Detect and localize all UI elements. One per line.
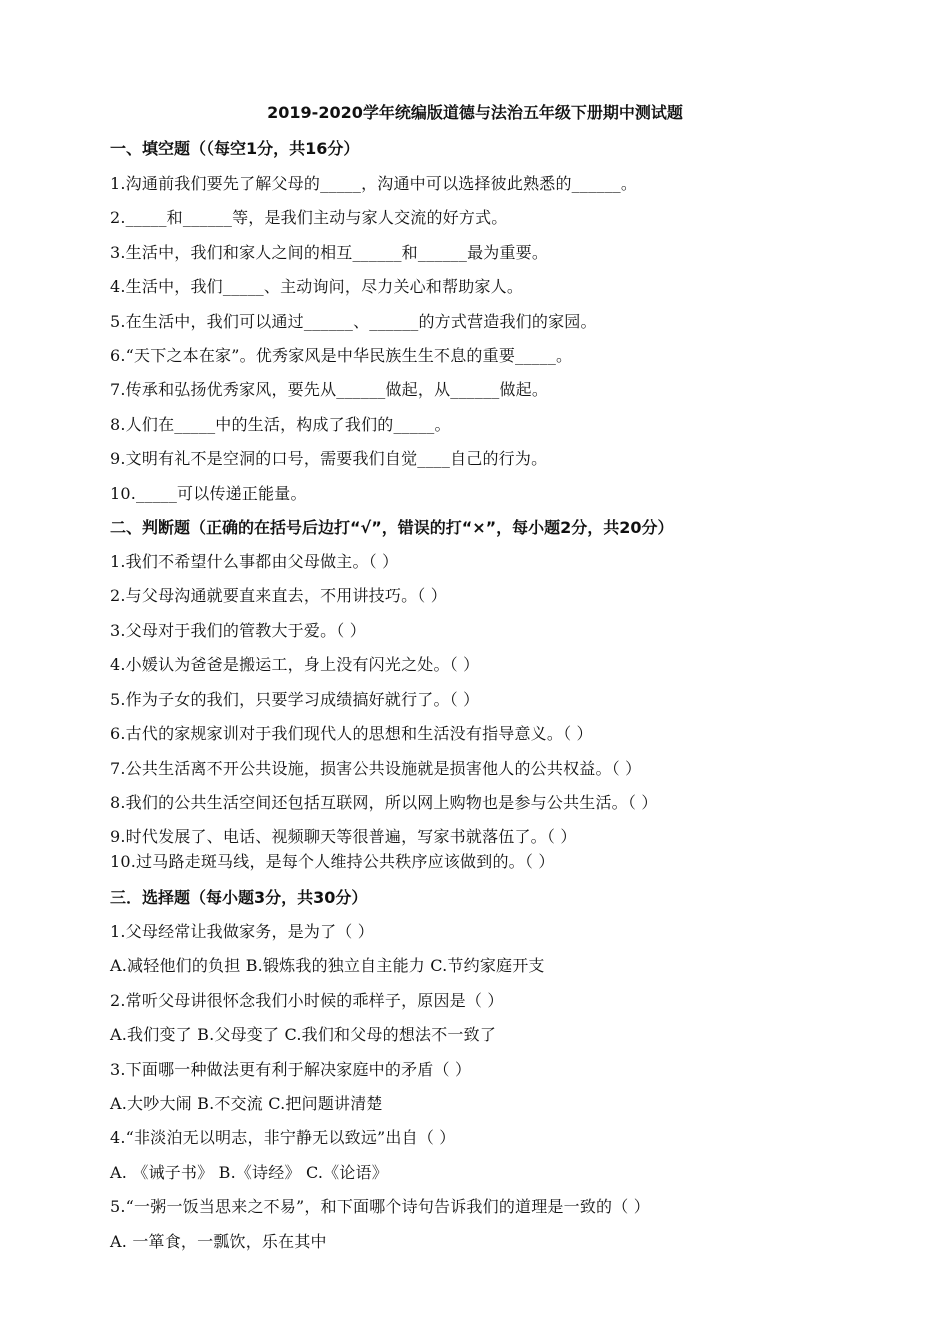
answer-options-line: A.大吵大闹 B.不交流 C.把问题讲清楚 (110, 1094, 383, 1113)
question-line: 4.“非淡泊无以明志，非宁静无以致远”出自（ ） (110, 1128, 456, 1147)
question-line: 3.下面哪一种做法更有利于解决家庭中的矛盾（ ） (110, 1060, 472, 1079)
question-line: 5.“一粥一饭当思来之不易”，和下面哪个诗句告诉我们的道理是一致的（ ） (110, 1197, 650, 1216)
question-line: 8.我们的公共生活空间还包括互联网，所以网上购物也是参与公共生活。（ ） (110, 793, 658, 812)
question-line: 4.生活中，我们_____、主动询问，尽力关心和帮助家人。 (110, 277, 524, 296)
section-heading-fill-blank: 一、填空题（（每空1分，共16分） (110, 139, 360, 158)
question-line: 7.传承和弘扬优秀家风，要先从______做起，从______做起。 (110, 380, 549, 399)
question-line: 1.我们不希望什么事都由父母做主。（ ） (110, 552, 399, 571)
question-line: 5.在生活中，我们可以通过______、______的方式营造我们的家园。 (110, 312, 597, 331)
question-line: 5.作为子女的我们，只要学习成绩搞好就行了。（ ） (110, 690, 480, 709)
question-line: 1.父母经常让我做家务，是为了（ ） (110, 922, 374, 941)
question-line: 1.沟通前我们要先了解父母的_____，沟通中可以选择彼此熟悉的______。 (110, 174, 638, 193)
section-heading-true-false: 二、判断题（正确的在括号后边打“√”，错误的打“×”，每小题2分，共20分） (110, 518, 674, 537)
question-line: 4.小媛认为爸爸是搬运工，身上没有闪光之处。（ ） (110, 655, 480, 674)
question-line: 2.常听父母讲很怀念我们小时候的乖样子，原因是（ ） (110, 991, 504, 1010)
question-line: 3.父母对于我们的管教大于爱。（ ） (110, 621, 366, 640)
section-heading-multiple-choice: 三．选择题（每小题3分，共30分） (110, 888, 368, 907)
question-line: 10._____可以传递正能量。 (110, 484, 307, 503)
question-line: 7.公共生活离不开公共设施，损害公共设施就是损害他人的公共权益。（ ） (110, 759, 642, 778)
page-title: 2019-2020学年统编版道德与法治五年级下册期中测试题 (267, 103, 683, 122)
question-line: 6.古代的家规家训对于我们现代人的思想和生活没有指导意义。（ ） (110, 724, 593, 743)
answer-options-line: A.减轻他们的负担 B.锻炼我的独立自主能力 C.节约家庭开支 (110, 956, 545, 975)
answer-options-line: A.我们变了 B.父母变了 C.我们和父母的想法不一致了 (110, 1025, 497, 1044)
question-line: 10.过马路走斑马线，是每个人维持公共秩序应该做到的。（ ） (110, 852, 555, 871)
question-line: 6.“天下之本在家”。优秀家风是中华民族生生不息的重要_____。 (110, 346, 573, 365)
question-line: 2._____和______等，是我们主动与家人交流的好方式。 (110, 208, 508, 227)
question-line: 8.人们在_____中的生活，构成了我们的_____。 (110, 415, 451, 434)
question-line: 9.时代发展了、电话、视频聊天等很普遍，写家书就落伍了。（ ） (110, 827, 577, 846)
question-line: 2.与父母沟通就要直来直去，不用讲技巧。（ ） (110, 586, 447, 605)
answer-options-line: A. 《诫子书》 B.《诗经》 C.《论语》 (110, 1163, 388, 1182)
question-line: 3.生活中，我们和家人之间的相互______和______最为重要。 (110, 243, 549, 262)
question-line: 9.文明有礼不是空洞的口号，需要我们自觉____自己的行为。 (110, 449, 548, 468)
answer-options-line: A. 一箪食，一瓢饮，乐在其中 (110, 1232, 327, 1251)
